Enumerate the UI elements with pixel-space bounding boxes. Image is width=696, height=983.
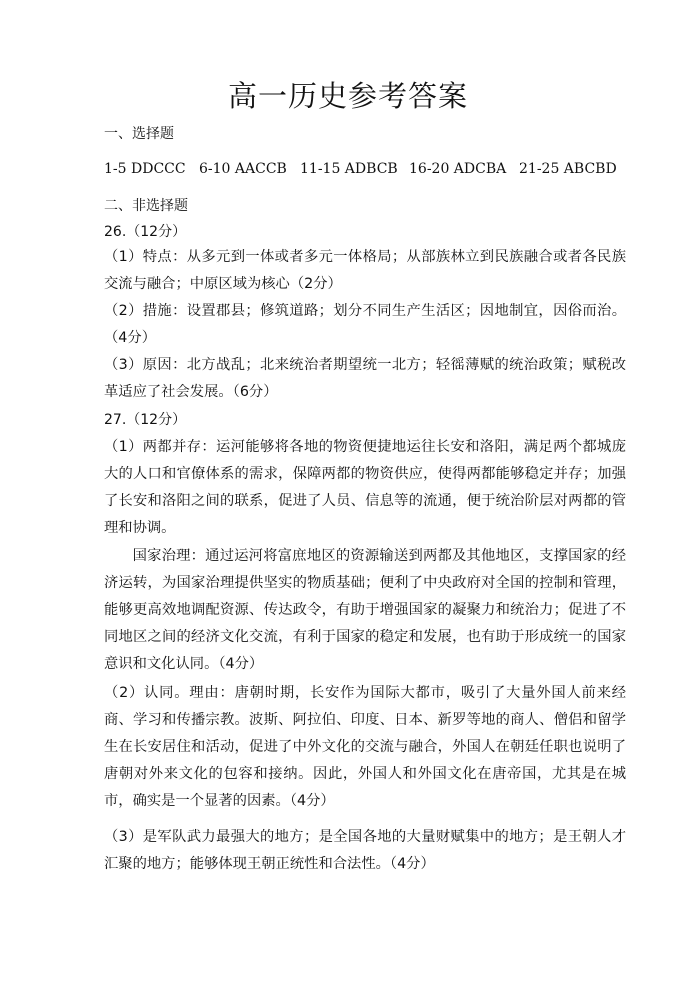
page-title: 高一历史参考答案 [227, 79, 468, 113]
q27-part1-governance-answer: 国家治理：通过运河将富庶地区的资源输送到两都及其他地区，支撑国家的经济运转，为国家治理提供坚实的物质基础；便利了中央政府对全国的控制和管理，能够更高效地调配资源、传达政令，有助于增强国家的凝聚力和统治力；促进了不同地区之间的经济文化交流，有利于国家的稳定和发展，也有助于形成统一的国家意识和文化认同。（4分） [104, 548, 626, 672]
q26-part3-answer: （3）原因：北方战乱；北来统治者期望统一北方；轻徭薄赋的统治政策；赋税改革适应了社会发展。（6分） [104, 357, 626, 400]
choice-answers-row [104, 159, 624, 179]
answer-group-1-5: 1-5 DDCCC [104, 161, 186, 177]
section-heading-nonchoice: 二、非选择题 [104, 198, 188, 214]
section-heading-choice: 一、选择题 [104, 126, 174, 142]
q27-part1-answer: （1）两都并存：运河能够将各地的物资便捷地运往长安和洛阳，满足两个都城庞大的人口和官僚体系的需求，保障两都的物资供应，使得两都能够稳定并存；加强了长安和洛阳之间的联系，促进了人员、信息等的流通，便于统治阶层对两都的管理和协调。 [104, 439, 626, 536]
question-26-heading: 26.（12分） [104, 224, 187, 240]
answer-group-21-25: 21-25 ABCBD [519, 161, 617, 177]
answer-group-6-10: 6-10 AACCB [199, 161, 287, 177]
q27-part2-answer: （2）认同。理由：唐朝时期，长安作为国际大都市，吸引了大量外国人前来经商、学习和传播宗教。波斯、阿拉伯、印度、日本、新罗等地的商人、僧侣和留学生在长安居住和活动，促进了中外文化的交流与融合，外国人在朝廷任职也说明了唐朝对外来文化的包容和接纳。因此，外国人和外国文化在唐帝国，尤其是在城市，确实是一个显著的因素。（4分） [104, 685, 626, 809]
question-27-heading: 27.（12分） [104, 412, 187, 428]
answer-group-16-20: 16-20 ADCBA [409, 161, 507, 177]
q26-part1-answer: （1）特点：从多元到一体或者多元一体格局；从部族林立到民族融合或者各民族交流与融合；中原区域为核心（2分） [104, 249, 626, 292]
q27-part3-answer: （3）是军队武力最强大的地方；是全国各地的大量财赋集中的地方；是王朝人才汇聚的地方；能够体现王朝正统性和合法性。（4分） [104, 829, 626, 872]
answer-group-11-15: 11-15 ADBCB [300, 161, 398, 177]
q26-part2-answer: （2）措施：设置郡县；修筑道路；划分不同生产生活区；因地制宜，因俗而治。（4分） [104, 303, 626, 346]
